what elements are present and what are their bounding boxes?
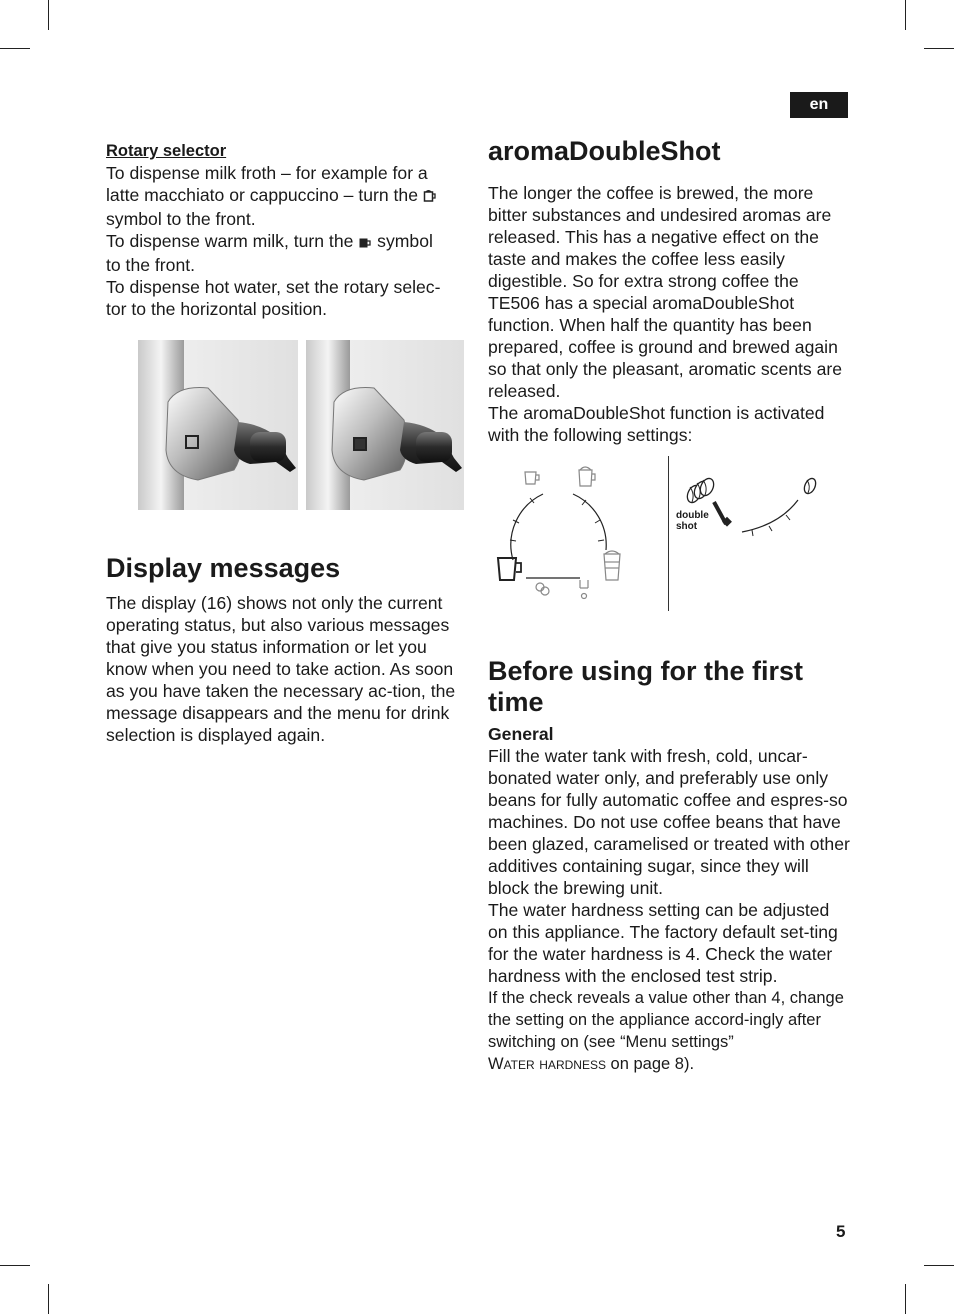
water-hardness-text: The water hardness setting can be adjusted on this appliance. The factory default set-ting for the water hardness is 4. Check the water hardness with the enclosed test strip. xyxy=(488,900,838,986)
display-messages-text: The display (16) shows not only the current operating status, but also various messages that give you status information or let you know when you need to take action. As soon as you have taken the necessary ac-tion, the message disappears and the menu for drink selection is displayed again. xyxy=(106,593,456,745)
aroma-text-1: The longer the coffee is brewed, the more bitter substances and undesired aromas are released. This has a negative effect on the taste and makes the coffee less easily digestible. So for extra strong coffee the TE506 has a special aromaDoubleShot function. When half the quantity has been prepared, coffee is ground and brewed again so that only the pleasant, aromatic scents are released. xyxy=(488,183,843,401)
aroma-settings-figure xyxy=(488,456,850,616)
tall-glass-icon xyxy=(604,551,620,580)
rotary-paragraph-3: To dispense hot water, set the rotary selec- tor to the horizontal position. xyxy=(106,277,441,319)
crop-mark xyxy=(48,1284,49,1314)
rotary-selector-heading: Rotary selector xyxy=(106,142,227,160)
before-first-use-heading: Before using for the first time xyxy=(488,656,804,717)
crop-mark xyxy=(48,0,49,30)
crop-mark xyxy=(905,0,906,30)
water-hardness-small-text: If the check reveals a value other than 4, change the setting on the appliance accord-ingly after switching on (see “Menu settings” Water hardness on page 8). xyxy=(488,989,844,1073)
double-shot-label: double shot xyxy=(676,510,709,532)
milk-froth-cup-icon xyxy=(423,186,437,208)
rotary-paragraph-1: To dispense milk froth – for example for a latte macchiato or cappuccino – turn the symbol to the front. xyxy=(106,162,466,230)
crop-mark xyxy=(905,1284,906,1314)
rotary-selector-photos xyxy=(138,340,464,510)
milk-froth-cup-icon xyxy=(579,467,595,486)
page-number: 5 xyxy=(836,1222,846,1241)
crop-mark xyxy=(0,1265,30,1266)
water-hardness-setting-name: Water hardness xyxy=(488,1055,606,1073)
general-subheading: General xyxy=(488,724,554,744)
steam-icon xyxy=(536,583,549,595)
coffee-bean-icon xyxy=(802,477,818,496)
crop-mark xyxy=(0,48,30,49)
warm-milk-cup-icon xyxy=(358,232,372,254)
display-messages-heading: Display messages xyxy=(106,553,341,583)
rotary-selector-illustration xyxy=(138,340,464,510)
right-column xyxy=(488,136,850,1075)
aroma-text-2: The aromaDoubleShot function is activated with the following settings: xyxy=(488,403,825,445)
crop-mark xyxy=(924,48,954,49)
cup-icon xyxy=(498,558,521,580)
figure-divider xyxy=(668,456,669,611)
espresso-cup-icon xyxy=(525,472,539,484)
rotary-paragraph-2: To dispense warm milk, turn the symbol to the front. xyxy=(106,231,433,275)
coffee-bean-icon xyxy=(685,476,716,504)
aroma-double-shot-heading: aromaDoubleShot xyxy=(488,136,721,166)
hot-water-icon xyxy=(580,580,588,599)
crop-mark xyxy=(924,1265,954,1266)
left-column xyxy=(106,140,466,746)
language-tab: en xyxy=(790,92,848,118)
general-text: Fill the water tank with fresh, cold, uncar-bonated water only, and preferably use only beans for fully automatic coffee and espres-so machines. Do not use coffee beans that have been glazed, caramelised or treated with other additives containing sugar, since they will block the brewing unit. xyxy=(488,746,850,898)
drink-size-dial xyxy=(488,462,648,612)
